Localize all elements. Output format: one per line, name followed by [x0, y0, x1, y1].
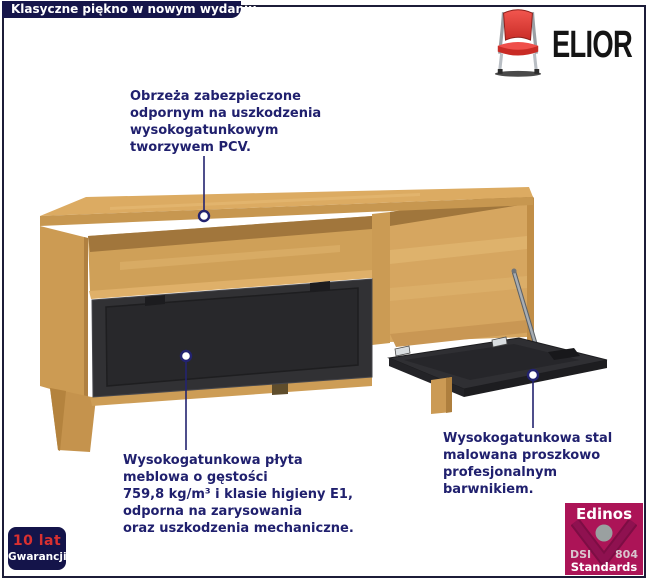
header-banner [2, 1, 257, 18]
annotation-line: Wysokogatunkowa płyta [123, 453, 303, 468]
annotation-line: odporna na zarysowania [123, 504, 303, 519]
annotation-line: barwnikiem. [443, 482, 534, 497]
warranty-label: Gwarancji [8, 551, 67, 563]
warranty-years: 10 lat [12, 533, 62, 549]
chair-icon [492, 8, 544, 82]
annotation-line: meblowa o gęstości [123, 470, 268, 485]
certification-right-text: 804 [615, 548, 638, 561]
certification-name: Edinos [575, 505, 633, 523]
annotation-line: wysokogatunkowym [130, 123, 279, 138]
certification-logo [565, 503, 643, 575]
warranty-badge [8, 527, 66, 570]
annotation-board [123, 452, 354, 537]
flap-hinge-left [395, 346, 410, 356]
pointer-dot-top-panel [199, 211, 209, 221]
annotation-line: Obrzeża zabezpieczone [130, 89, 301, 104]
certification-left-text: DSI [570, 548, 592, 561]
pointer-dot-flap [528, 370, 538, 380]
annotation-line: Wysokogatunkowa stal [443, 431, 613, 446]
annotation-line: odpornym na uszkodzenia [130, 106, 322, 121]
drawer-front [92, 279, 372, 397]
annotation-line: malowana proszkowo [443, 448, 601, 463]
annotation-steel [443, 430, 612, 498]
annotation-line: 759,8 kg/m³ i klasie higieny E1, [123, 487, 353, 502]
brand-name: ELIOR [552, 24, 633, 66]
annotation-edging [130, 88, 321, 156]
brand-logo [492, 8, 650, 82]
certification-bottom-text: Standards [570, 560, 638, 574]
pointer-dot-drawer [181, 351, 191, 361]
annotation-line: tworzywem PCV. [130, 140, 251, 155]
annotation-line: oraz uszkodzenia mechaniczne. [123, 521, 354, 536]
header-banner-text: Klasyczne piękno w nowym wydaniu [11, 2, 257, 16]
annotation-line: profesjonalnym [443, 465, 558, 480]
